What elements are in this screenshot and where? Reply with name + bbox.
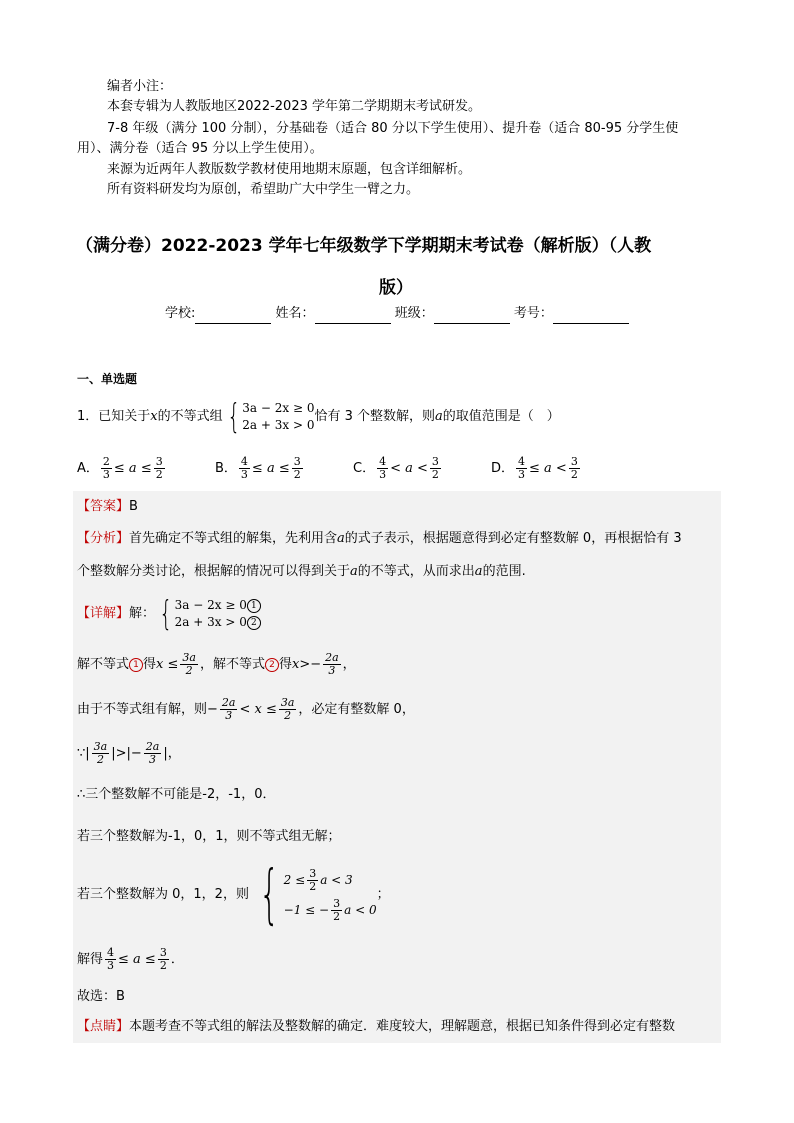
option-label: D． xyxy=(491,460,515,476)
detail-step: ∴三个整数解不可能是-2，-1，0． xyxy=(77,787,276,802)
frac-num: 2a xyxy=(221,696,236,709)
question-text: 的取值范围是（ ） xyxy=(442,409,560,424)
frac-den: 2 xyxy=(293,468,301,481)
analysis-text: 的范围. xyxy=(482,564,526,579)
brace-icon: { xyxy=(226,397,240,437)
number-label: 考号： xyxy=(513,306,553,321)
frac-den: 2 xyxy=(96,753,104,766)
frac-den: 2 xyxy=(570,468,578,481)
option-label: B． xyxy=(215,460,237,476)
question-text: 恰有 3 个整数解，则 xyxy=(314,409,436,424)
detail-math: a < 0 xyxy=(344,903,377,917)
detail-text: 若三个整数解为 0，1，2，则 xyxy=(77,887,249,902)
option-op: ≤ a < xyxy=(529,460,567,476)
option-op: ≤ a ≤ xyxy=(113,460,152,476)
detail-math: < x ≤ xyxy=(239,701,277,717)
editor-note-line: 所有资料研发均为原创，希望助广大中学生一臂之力。 xyxy=(107,182,420,197)
frac-den: 3 xyxy=(225,709,233,722)
inequality-system xyxy=(155,594,261,634)
detail-text: ，解不等式 xyxy=(199,656,265,672)
question-text: 1．已知关于 xyxy=(77,409,151,424)
analysis-tag: 【分析】 xyxy=(77,531,130,546)
frac-num: 4 xyxy=(518,455,526,468)
frac-den: 3 xyxy=(149,753,157,766)
detail-tag: 【详解】 xyxy=(77,606,130,621)
name-field[interactable] xyxy=(315,323,391,324)
detail-math: x>− xyxy=(291,656,322,672)
detail-step xyxy=(77,858,390,932)
detail-math: a < 3 xyxy=(320,873,353,887)
comment-tag: 【点睛】 xyxy=(77,1019,130,1034)
frac-num: 2a xyxy=(145,740,160,753)
detail-text: ， xyxy=(342,656,356,672)
system-line: 2a + 3x > 0 xyxy=(242,418,315,432)
frac-den: 2 xyxy=(185,664,193,677)
frac-num: 4 xyxy=(240,455,248,468)
analysis-line xyxy=(77,562,526,582)
question-var: a xyxy=(435,409,443,424)
frac-den: 3 xyxy=(328,664,336,677)
option-d[interactable] xyxy=(491,456,582,481)
detail-text: 由于不等式组有解，则− xyxy=(77,701,218,717)
detail-text: ； xyxy=(376,887,390,902)
name-label: 姓名： xyxy=(275,306,315,321)
editor-note-line: 本套专辑为人教版地区2022-2023 学年第二学期期末考试研发。 xyxy=(107,99,481,114)
detail-math: −1 ≤ − xyxy=(283,903,330,917)
frac-num: 3a xyxy=(182,651,196,664)
detail-step: 故选：B xyxy=(77,989,125,1004)
analysis-line xyxy=(77,529,682,549)
frac-num: 3 xyxy=(293,455,301,468)
brace-icon: { xyxy=(259,858,280,932)
detail-text: 解不等式 xyxy=(77,656,130,672)
analysis-var: a xyxy=(474,564,483,579)
frac-num: 3 xyxy=(333,896,341,910)
option-label: A． xyxy=(77,460,99,476)
analysis-text: 的不等式，从而求出 xyxy=(357,564,475,579)
option-b[interactable] xyxy=(215,456,305,481)
detail-text: ． xyxy=(170,951,184,967)
section-heading: 一、单选题 xyxy=(77,372,138,386)
page-title-cont: 版） xyxy=(379,278,413,298)
detail-text: ∵| xyxy=(77,745,90,761)
question-text: 的不等式组 xyxy=(157,409,223,424)
frac-num: 2a xyxy=(325,651,339,664)
detail-math: |>|− xyxy=(111,745,142,761)
detail-step: 若三个整数解为-1，0，1，则不等式组无解； xyxy=(77,829,341,844)
circled-number: 2 xyxy=(247,616,261,630)
editor-note-heading: 编者小注： xyxy=(107,79,173,94)
frac-den: 2 xyxy=(159,959,167,972)
frac-num: 3a xyxy=(93,740,108,753)
frac-num: 3 xyxy=(159,946,167,959)
frac-num: 4 xyxy=(107,946,115,959)
editor-note-line: 用）、满分卷（适合 95 分以上学生使用）。 xyxy=(77,141,323,156)
editor-note-line: 7-8 年级（满分 100 分制），分基础卷（适合 80 分以下学生使用）、提升卷（适合 80-95 分学生使 xyxy=(107,121,679,136)
inequality-system xyxy=(223,397,315,437)
detail-math: x ≤ xyxy=(156,656,179,672)
detail-math: 2 ≤ xyxy=(283,873,306,887)
question-1 xyxy=(77,397,560,437)
detail-step xyxy=(77,947,184,972)
frac-num: 4 xyxy=(379,455,387,468)
option-op: < a < xyxy=(390,460,428,476)
detail-step xyxy=(77,697,415,722)
frac-num: 3 xyxy=(309,866,317,880)
detail-text: |， xyxy=(163,745,181,761)
system-line: 3a − 2x ≥ 0 xyxy=(242,401,315,415)
option-a[interactable] xyxy=(77,456,167,481)
frac-den: 3 xyxy=(518,468,526,481)
frac-den: 2 xyxy=(155,468,163,481)
frac-den: 2 xyxy=(309,879,317,893)
inequality-system xyxy=(249,858,377,932)
comment-text: 本题考查不等式组的解法及整数解的确定．难度较大，理解题意，根据已知条件得到必定有整数 xyxy=(129,1019,676,1034)
detail-system xyxy=(77,594,261,634)
analysis-var: a xyxy=(350,564,358,579)
answer-row xyxy=(77,497,138,517)
detail-text: 解得 xyxy=(77,951,104,967)
comment-line xyxy=(77,1017,675,1037)
analysis-text: 首先确定不等式组的解集，先利用含 xyxy=(129,531,338,546)
frac-num: 3 xyxy=(431,455,439,468)
analysis-text: 个整数解分类讨论，根据解的情况可以得到关于 xyxy=(77,564,351,579)
frac-den: 3 xyxy=(102,468,110,481)
school-label: 学校: xyxy=(165,306,196,321)
circled-number: 2 xyxy=(265,658,279,672)
option-label: C． xyxy=(353,460,376,476)
detail-text: ，必定有整数解 0， xyxy=(298,701,415,717)
frac-den: 2 xyxy=(431,468,439,481)
page-title: （满分卷）2022-2023 学年七年级数学下学期期末考试卷（解析版）（人教 xyxy=(76,236,652,256)
detail-math: ≤ a ≤ xyxy=(118,951,156,967)
option-c[interactable] xyxy=(353,456,443,481)
answer-value: B xyxy=(129,499,138,514)
class-label: 班级： xyxy=(394,306,434,321)
question-var: x xyxy=(150,409,158,424)
system-line: 3a − 2x ≥ 0 xyxy=(174,598,247,612)
detail-text: 解： xyxy=(129,606,156,621)
option-op: ≤ a ≤ xyxy=(251,460,290,476)
analysis-text: 的式子表示，根据题意得到必定有整数解 0，再根据恰有 3 xyxy=(344,531,682,546)
frac-num: 3 xyxy=(570,455,578,468)
answer-tag: 【答案】 xyxy=(77,499,130,514)
school-field[interactable] xyxy=(195,323,271,324)
frac-num: 3 xyxy=(155,455,163,468)
circled-number: 1 xyxy=(129,658,143,672)
class-field[interactable] xyxy=(434,323,510,324)
frac-num: 2 xyxy=(102,455,110,468)
frac-den: 2 xyxy=(333,909,341,923)
student-info-row xyxy=(165,304,629,324)
editor-note-line: 来源为近两年人教版数学教材使用地期末原题，包含详细解析。 xyxy=(107,162,472,177)
brace-icon: { xyxy=(159,594,173,634)
frac-num: 3a xyxy=(280,696,295,709)
frac-den: 3 xyxy=(240,468,248,481)
detail-step xyxy=(77,652,356,677)
frac-den: 3 xyxy=(107,959,115,972)
frac-den: 2 xyxy=(284,709,292,722)
analysis-var: a xyxy=(337,531,345,546)
detail-text: 得 xyxy=(278,656,292,672)
detail-step xyxy=(77,741,181,766)
number-field[interactable] xyxy=(553,323,629,324)
circled-number: 1 xyxy=(247,599,261,613)
frac-den: 3 xyxy=(379,468,387,481)
system-line: 2a + 3x > 0 xyxy=(174,615,247,629)
detail-text: 得 xyxy=(143,656,157,672)
